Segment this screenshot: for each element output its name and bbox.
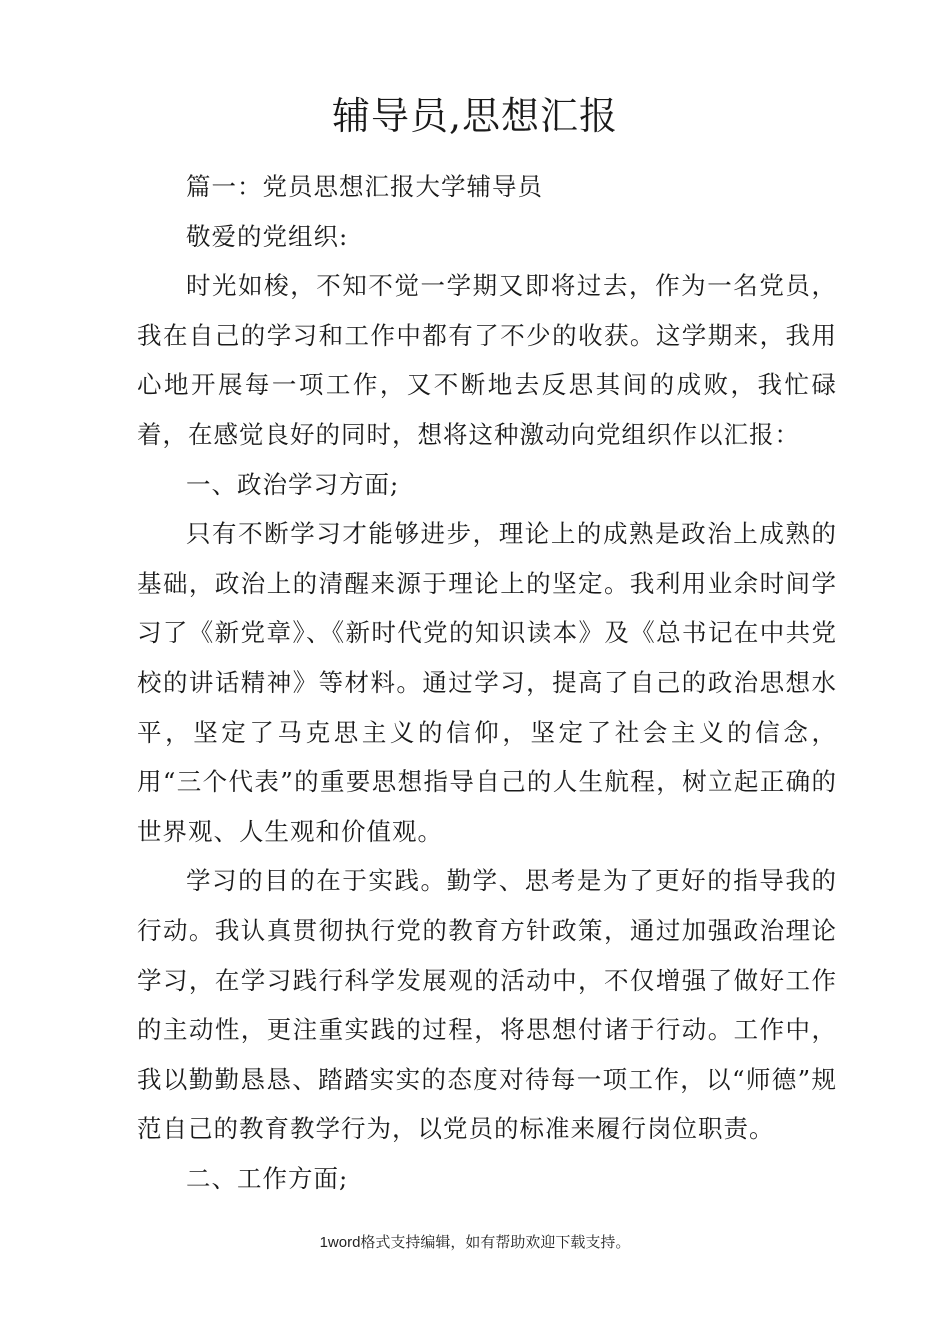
- document-title: 辅导员,思想汇报: [331, 94, 619, 138]
- paragraph-salutation: 敬爱的党组织:: [186, 221, 349, 251]
- paragraph-political-study: 只有不断学习才能够进步，理论上的成熟是政治上成熟的基础，政治上的清醒来源于理论上的坚定。我利用业余时间学习了《新党章》、《新时代党的知识读本》及《总书记在中共党校的讲话精神》等材料。通过学习，提高了自己的政治思想水平，坚定了马克思主义的信仰，坚定了社会主义的信念，用“三个代表”的重要思想指导自己的人生航程，树立起正确的世界观、人生观和价值观。: [137, 519, 837, 846]
- paragraph-section-heading: 篇一：党员思想汇报大学辅导员: [186, 172, 543, 201]
- paragraph-heading-work: 二、工作方面;: [186, 1163, 349, 1193]
- paragraph-intro: 时光如梭，不知不觉一学期又即将过去，作为一名党员，我在自己的学习和工作中都有了不少的收获。这学期来，我用心地开展每一项工作，又不断地去反思其间的成败，我忙碌着，在感觉良好的同时，想将这种激动向党组织作以汇报：: [137, 271, 837, 449]
- document-body: [137, 162, 837, 1203]
- paragraph-practice: 学习的目的在于实践。勤学、思考是为了更好的指导我的行动。我认真贯彻执行党的教育方针政策，通过加强政治理论学习，在学习践行科学发展观的活动中，不仅增强了做好工作的主动性，更注重实践的过程，将思想付诸于行动。工作中，我以勤勤恳恳、踏踏实实的态度对待每一项工作，以“师德”规范自己的教育教学行为，以党员的标准来履行岗位职责。: [137, 866, 837, 1144]
- paragraph-heading-political-study: 一、政治学习方面;: [186, 469, 400, 499]
- page-footer: 1word格式支持编辑，如有帮助欢迎下载支持。: [319, 1234, 631, 1251]
